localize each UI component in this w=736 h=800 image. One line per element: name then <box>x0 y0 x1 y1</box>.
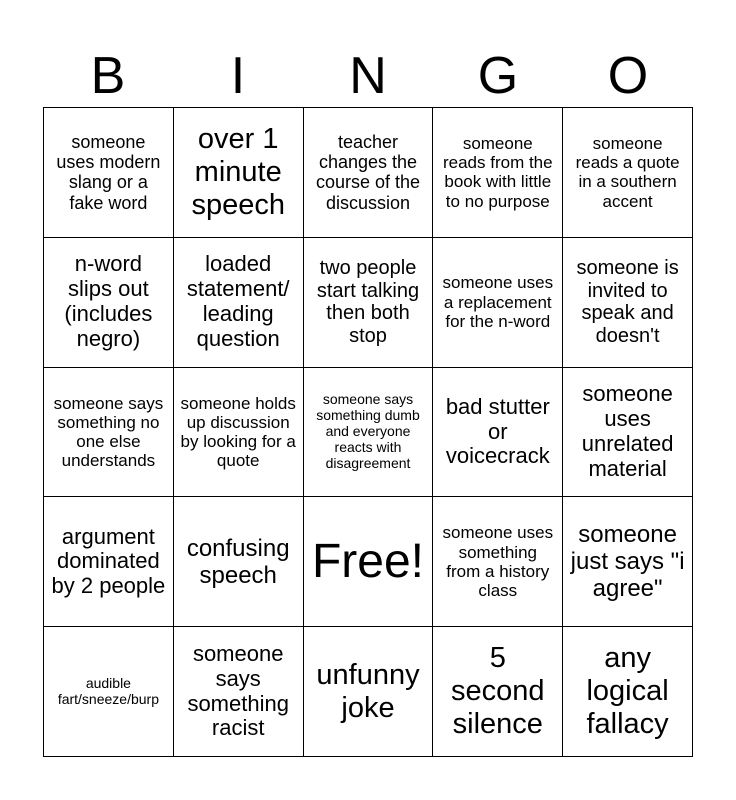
bingo-cell[interactable]: someone says something no one else understands <box>44 368 174 498</box>
header-letter-i: I <box>230 47 246 105</box>
bingo-cell[interactable]: teacher changes the course of the discussion <box>304 108 434 238</box>
bingo-cell[interactable]: 5 second silence <box>433 627 563 757</box>
bingo-cell[interactable]: any logical fallacy <box>563 627 693 757</box>
bingo-cell[interactable]: someone uses unrelated material <box>563 368 693 498</box>
bingo-cell[interactable]: n-word slips out (includes negro) <box>44 238 174 368</box>
bingo-cell[interactable]: loaded statement/ leading question <box>174 238 304 368</box>
bingo-cell[interactable]: audible fart/sneeze/burp <box>44 627 174 757</box>
bingo-cell[interactable]: someone uses modern slang or a fake word <box>44 108 174 238</box>
header-letter-g: G <box>477 47 519 105</box>
header-letter-n: N <box>349 47 387 105</box>
bingo-cell[interactable]: unfunny joke <box>304 627 434 757</box>
bingo-cell[interactable]: someone reads a quote in a southern accent <box>563 108 693 238</box>
bingo-cell[interactable]: someone is invited to speak and doesn't <box>563 238 693 368</box>
bingo-cell[interactable]: someone says something dumb and everyone reacts with disagreement <box>304 368 434 498</box>
free-space-cell[interactable]: Free! <box>304 497 434 627</box>
bingo-cell[interactable]: over 1 minute speech <box>174 108 304 238</box>
header-letter-o: O <box>607 47 649 105</box>
bingo-cell[interactable]: confusing speech <box>174 497 304 627</box>
bingo-cell[interactable]: argument dominated by 2 people <box>44 497 174 627</box>
bingo-cell[interactable]: someone says something racist <box>174 627 304 757</box>
bingo-cell[interactable]: someone uses a replacement for the n-word <box>433 238 563 368</box>
bingo-header <box>43 46 693 106</box>
bingo-board <box>43 107 693 757</box>
bingo-cell[interactable]: someone holds up discussion by looking for a quote <box>174 368 304 498</box>
bingo-cell[interactable]: someone uses something from a history class <box>433 497 563 627</box>
bingo-cell[interactable]: two people start talking then both stop <box>304 238 434 368</box>
bingo-cell[interactable]: bad stutter or voicecrack <box>433 368 563 498</box>
bingo-cell[interactable]: someone reads from the book with little to no purpose <box>433 108 563 238</box>
header-letter-b: B <box>90 47 126 105</box>
bingo-cell[interactable]: someone just says "i agree" <box>563 497 693 627</box>
